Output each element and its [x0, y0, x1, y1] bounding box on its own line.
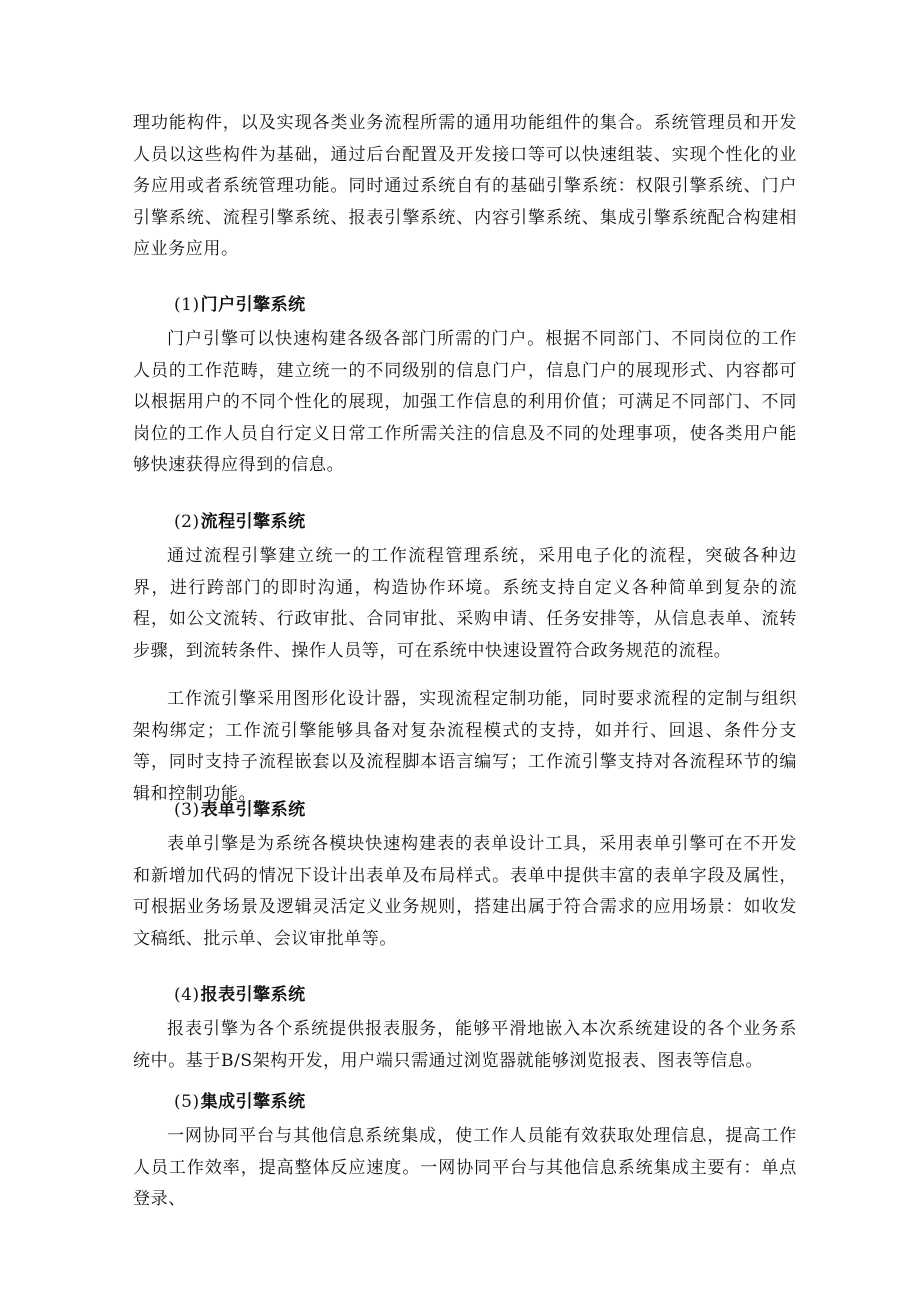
form-engine-paragraph: 表单引擎是为系统各模块快速构建表的表单设计工具，采用表单引擎可在不开发和新增加代码的情况下设计出表单及布局样式。表单中提供丰富的表单字段及属性，可根据业务场景及逻辑灵活定义业务规则，搭建出属于符合需求的应用场景：如收发文稿纸、批示单、会议审批单等。 [133, 834, 797, 949]
workflow-engine-paragraph-1: 通过流程引擎建立统一的工作流程管理系统，采用电子化的流程，突破各种边界，进行跨部门的即时沟通，构造协作环境。系统支持自定义各种简单到复杂的流程，如公文流转、行政审批、合同审批、采购申请、任务安排等，从信息表单、流转步骤，到流转条件、操作人员等，可在系统中快速设置符合政务规范的流程。 [133, 546, 797, 661]
section-number: (5) [174, 1092, 200, 1112]
section-title: 集成引擎系统 [200, 1092, 306, 1112]
integration-engine-paragraph: 一网协同平台与其他信息系统集成，使工作人员能有效获取处理信息，提高工作人员工作效率，提高整体反应速度。一网协同平台与其他信息系统集成主要有：单点登录、 [133, 1126, 797, 1210]
section-number: (4) [174, 985, 200, 1005]
section-heading-report-engine [174, 983, 306, 1007]
section-heading-portal-engine [174, 293, 306, 317]
portal-engine-paragraph: 门户引擎可以快速构建各级各部门所需的门户。根据不同部门、不同岗位的工作人员的工作范畴，建立统一的不同级别的信息门户，信息门户的展现形式、内容都可以根据用户的不同个性化的展现，加强工作信息的利用价值；可满足不同部门、不同岗位的工作人员自行定义日常工作所需关注的信息及不同的处理事项，使各类用户能够快速获得应得到的信息。 [133, 329, 797, 476]
section-heading-form-engine [174, 798, 306, 822]
intro-paragraph: 理功能构件，以及实现各类业务流程所需的通用功能组件的集合。系统管理员和开发人员以这些构件为基础，通过后台配置及开发接口等可以快速组装、实现个性化的业务应用或者系统管理功能。同时通过系统自有的基础引擎系统：权限引擎系统、门户引擎系统、流程引擎系统、报表引擎系统、内容引擎系统、集成引擎系统配合构建相应业务应用。 [133, 113, 797, 260]
section-heading-workflow-engine [174, 510, 306, 534]
section-title: 门户引擎系统 [200, 295, 306, 315]
section-number: (1) [174, 295, 200, 315]
workflow-engine-paragraph-2: 工作流引擎采用图形化设计器，实现流程定制功能，同时要求流程的定制与组织架构绑定；工作流引擎能够具备对复杂流程模式的支持，如并行、回退、条件分支等，同时支持子流程嵌套以及流程脚本语言编写；工作流引擎支持对各流程环节的编辑和控制功能。 [133, 689, 797, 804]
section-number: (3) [174, 800, 200, 820]
section-title: 表单引擎系统 [200, 800, 306, 820]
section-title: 流程引擎系统 [200, 512, 306, 532]
section-number: (2) [174, 512, 200, 532]
section-title: 报表引擎系统 [200, 985, 306, 1005]
report-engine-paragraph: 报表引擎为各个系统提供报表服务，能够平滑地嵌入本次系统建设的各个业务系统中。基于B/S架构开发，用户端只需通过浏览器就能够浏览报表、图表等信息。 [133, 1019, 797, 1071]
section-heading-integration-engine [174, 1090, 306, 1114]
